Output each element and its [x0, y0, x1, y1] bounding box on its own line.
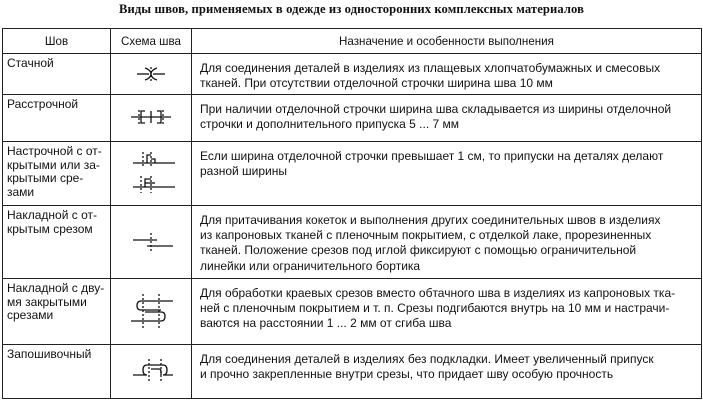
desc-line: Для обработки краевых срезов вместо обтачного шва в изделиях из капроновых тка- [200, 286, 676, 300]
desc-line: Если ширина отделочной строчки превышает 1 см, то припуски на деталях делают [200, 149, 664, 163]
lapped-open-edge-diagram-icon [111, 206, 192, 278]
seam-description [192, 345, 702, 399]
seam-scheme [111, 206, 192, 279]
desc-line: Для соединения деталей в изделиях из плащевых хлопчатобумажных и смесовых [200, 61, 661, 75]
name-line: Расстрочной [7, 97, 79, 111]
seam-description [192, 142, 702, 206]
desc-line: ней с пленочным покрытием и т. п. Срезы подгибаются внутрь на 10 мм и настрачи- [200, 301, 670, 316]
name-line: зами [7, 184, 35, 199]
name-line: Запошивочный [7, 347, 92, 361]
desc-line: и прочно закрепленные внутри срезы, что придает шву особую прочность [200, 367, 614, 382]
table-row [3, 95, 702, 142]
header-seam: Шов [3, 29, 111, 54]
desc-line: Для соединения деталей в изделиях без подкладки. Имеет увеличенный припуск [200, 352, 654, 366]
table-row [3, 206, 702, 279]
table-row [3, 142, 702, 206]
desc-line: разной ширины [200, 164, 288, 179]
desc-line: строчки и дополнительного припуска 5 ... 7 мм [200, 117, 459, 132]
name-line: Накладной с от- [7, 208, 97, 222]
name-line: крытым срезом [7, 221, 93, 236]
desc-line: из капроновых тканей с пленочным покрытием, с отделкой лаке, прорезиненных [200, 228, 652, 243]
desc-line: При наличии отделочной строчки ширина шва складывается из ширины отделочной [200, 102, 672, 116]
desc-line: тканей. Положение срезов под иглой фиксируют с помощью ограничительной [200, 243, 637, 258]
seam-description [192, 54, 702, 95]
seam-scheme [111, 142, 192, 206]
name-line: крытыми или за- [7, 157, 100, 172]
seam-name [3, 95, 111, 142]
name-line: срезами [7, 308, 54, 323]
open-seam-diagram-icon [111, 95, 192, 141]
seam-description [192, 279, 702, 345]
felled-seam-diagram-icon [111, 345, 192, 398]
desc-line: Для притачивания кокеток и выполнения других соединительных швов в изделиях [200, 213, 661, 227]
header-scheme: Схема шва [111, 29, 192, 54]
seam-name [3, 279, 111, 345]
seam-scheme [111, 95, 192, 142]
table-title: Виды швов, применяемых в одежде из односторонних комплексных материалов [118, 2, 585, 16]
table-row [3, 279, 702, 345]
name-line: мя закрытыми [7, 294, 87, 309]
name-line: Стачной [7, 56, 54, 70]
seam-name [3, 345, 111, 399]
desc-line: ваются на расстоянии 1 ... 2 мм от сгиба шва [200, 316, 452, 331]
seams-table [2, 28, 702, 399]
seam-scheme [111, 54, 192, 95]
lapped-closed-edges-diagram-icon [111, 279, 192, 344]
plain-seam-diagram-icon [111, 54, 192, 94]
header-purpose: Назначение и особенности выполнения [192, 29, 702, 54]
table-row [3, 54, 702, 95]
name-line: крытыми сре- [7, 171, 84, 186]
header-row [3, 29, 702, 54]
name-line: Накладной с дву- [7, 281, 105, 295]
name-line: Настрочной с от- [7, 144, 102, 158]
table-row [3, 345, 702, 399]
seam-name [3, 206, 111, 279]
desc-line: линейки или ограничительного бортика [200, 258, 421, 273]
seam-description [192, 95, 702, 142]
seam-scheme [111, 345, 192, 399]
seam-name [3, 54, 111, 95]
desc-line: тканей. При отсутствии отделочной строчки ширина шва 10 мм [200, 76, 553, 91]
seam-name [3, 142, 111, 206]
seam-description [192, 206, 702, 279]
topstitched-seam-diagram-icon [111, 142, 192, 205]
seam-scheme [111, 279, 192, 345]
